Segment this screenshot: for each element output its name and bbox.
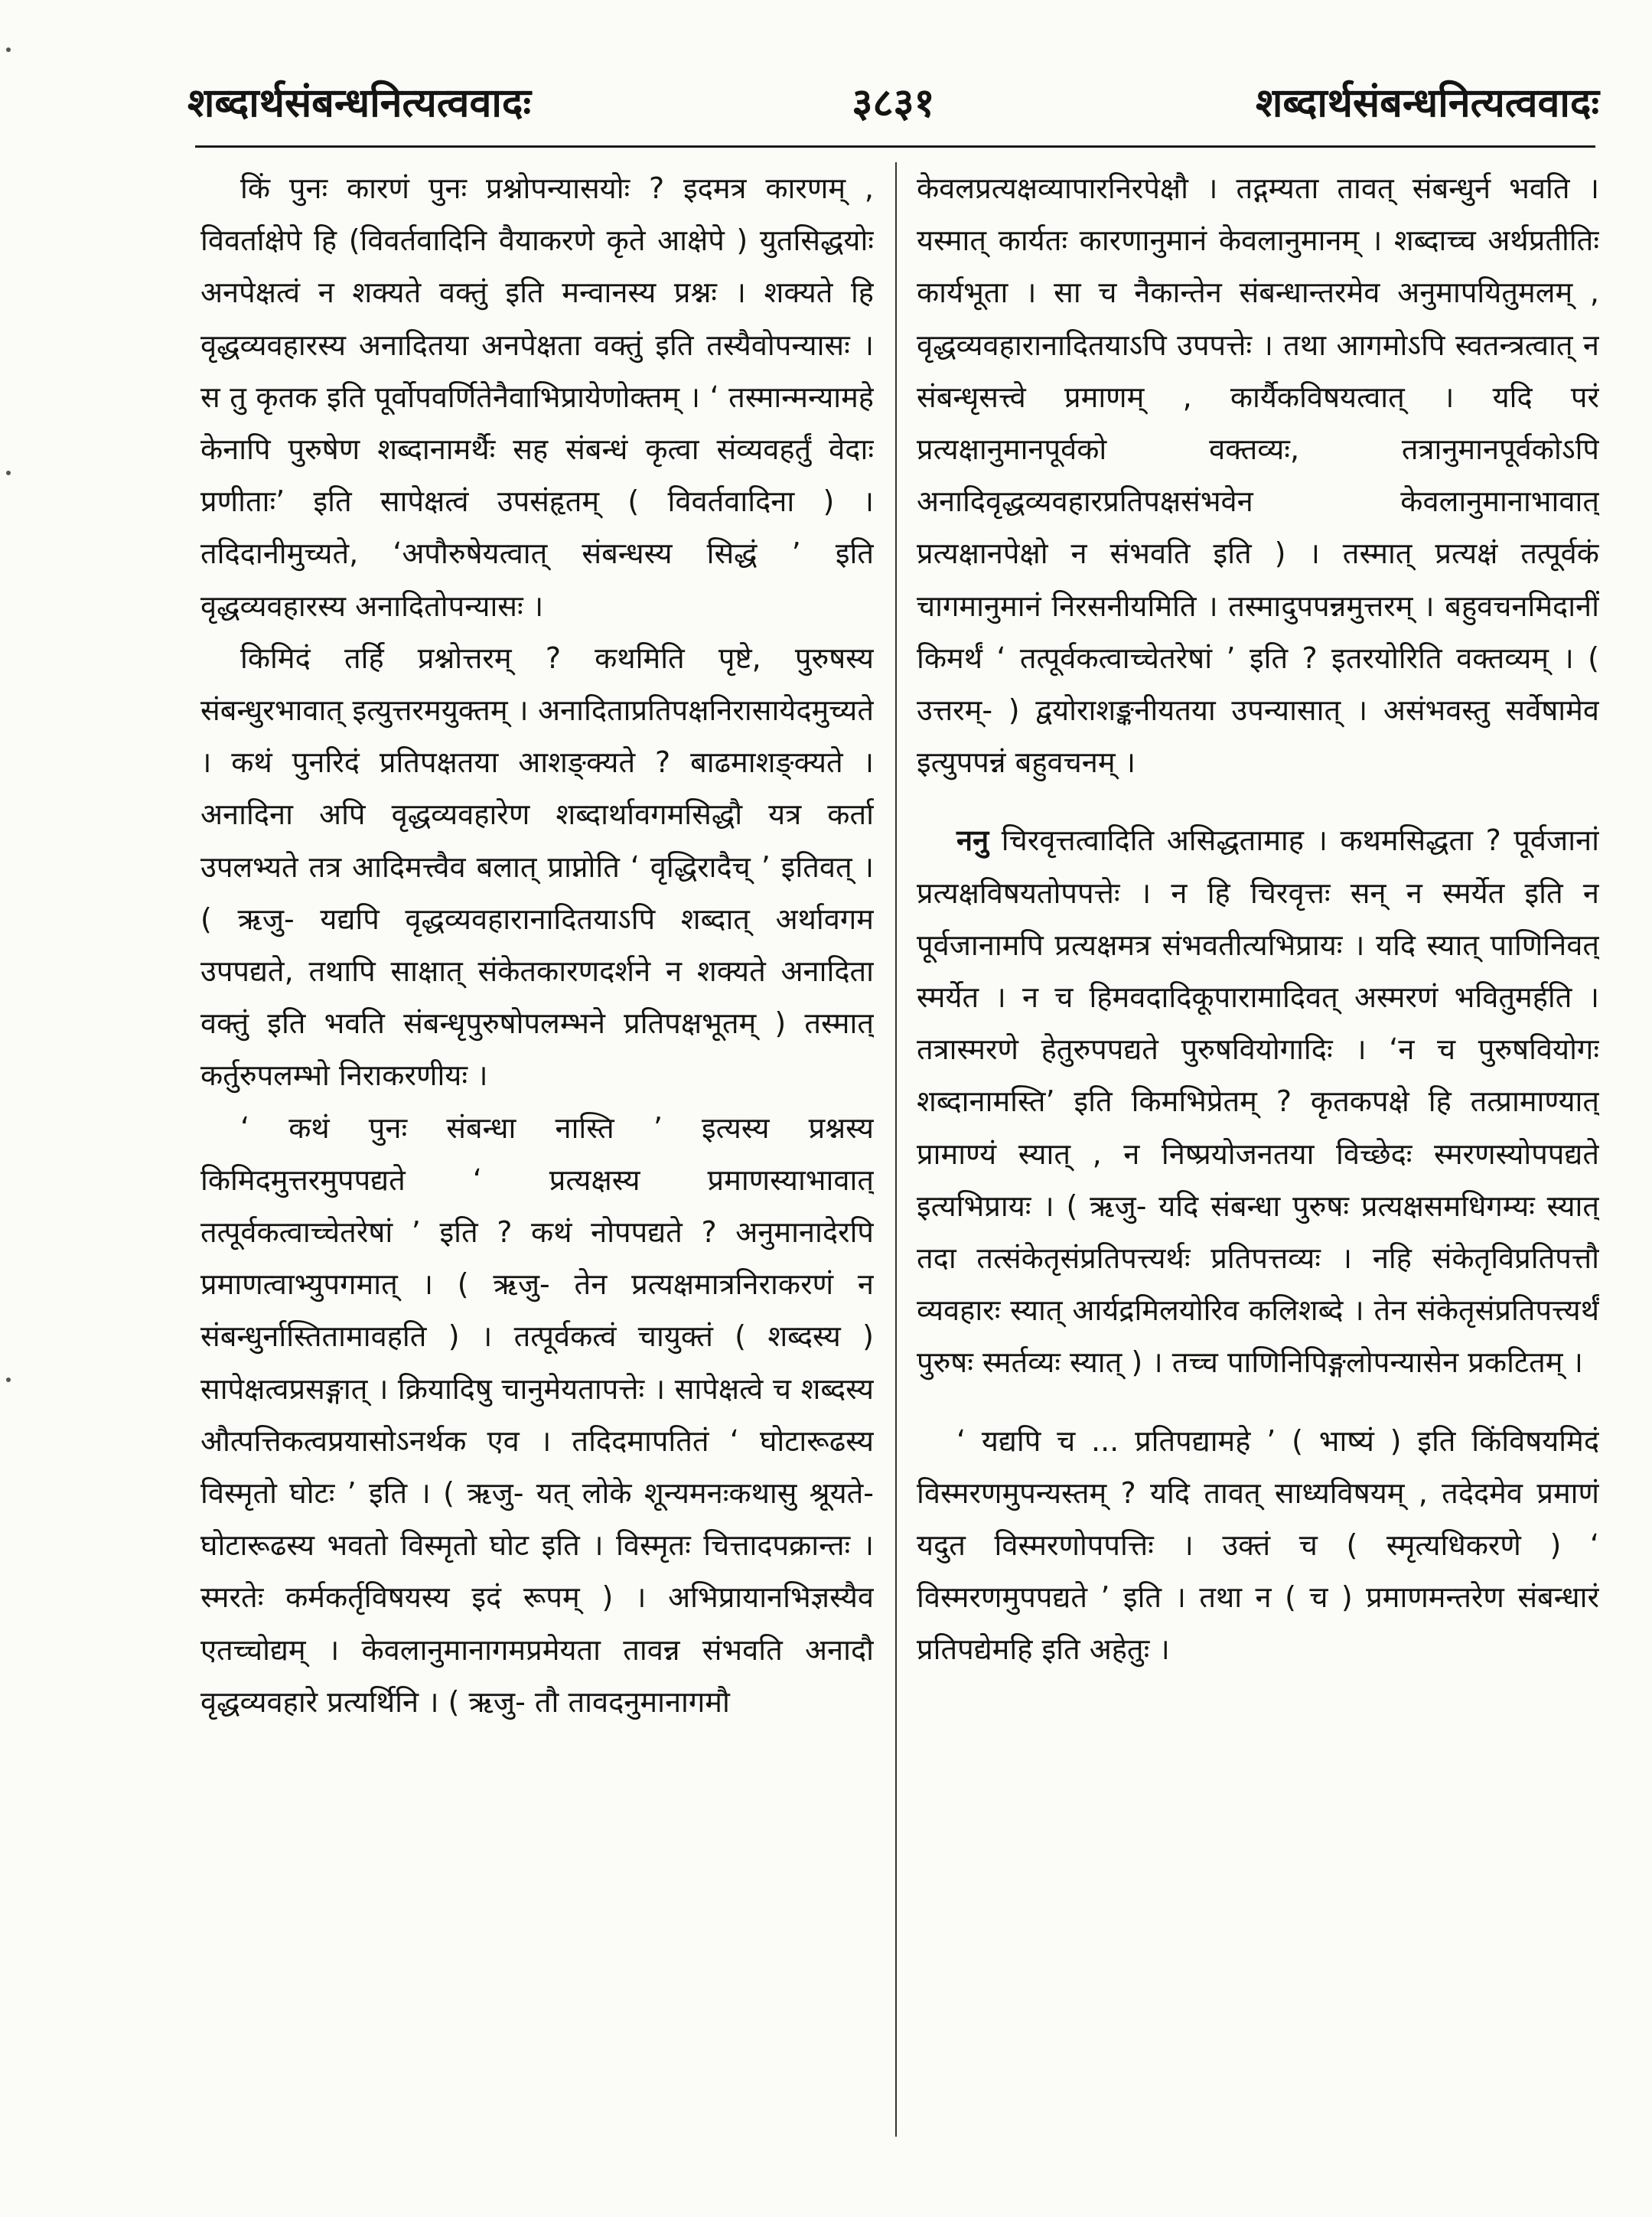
right-paragraph-3: ‘ यद्यपि च ... प्रतिपद्यामहे ’ ( भाष्यं ) इति किंविषयमिदं विस्मरणमुपन्यस्तम् ? यदि तावत् साध्यविषयम् , तदेदमेव प्रमाणं यदुत विस्मरणोपपत्तिः । उक्तं च ( स्मृत्यधिकरणे ) ‘ विस्मरणमुपपद्यते ’ इति । तथा न ( च ) प्रमाणमन्तरेण संबन्धारं प्रतिपद्येमहि इति अहेतुः ।	[917, 1423, 1599, 1667]
header-rule	[195, 145, 1595, 148]
left-paragraph-1: किं पुनः कारणं पुनः प्रश्नोपन्यासयोः ? इदमत्र कारणम् , विवर्ताक्षेपे हि (विवर्तवादिनि वैयाकरणे कृते आक्षेपे ) युतसिद्धयोः अनपेक्षत्वं न शक्यते वक्तुं इति मन्वानस्य प्रश्नः । शक्यते हि वृद्धव्यवहारस्य अनादितया अनपेक्षता वक्तुं इति तस्यैवोपन्यासः । स तु कृतक इति पूर्वोपवर्णितेनैवाभिप्रायेणोक्तम् । ‘ तस्मान्मन्यामहे केनापि पुरुषेण शब्दानामर्थैः सह संबन्धं कृत्वा संव्यवहर्तुं वेदाः प्रणीताः’ इति सापेक्षत्वं उपसंहृतम् ( विवर्तवादिना ) । तदिदानीमुच्यते, ‘अपौरुषेयत्वात् संबन्धस्य सिद्धं ’ इति वृद्धव्यवहारस्य अनादितोपन्यासः ।	[200, 171, 874, 623]
left-paragraph-2: किमिदं तर्हि प्रश्नोत्तरम् ? कथमिति पृष्टे, पुरुषस्य संबन्धुरभावात् इत्युत्तरमयुक्तम् । अनादिताप्रतिपक्षनिरासायेदमुच्यते । कथं पुनरिदं प्रतिपक्षतया आशङ्क्यते ? बाढमाशङ्क्यते । अनादिना अपि वृद्धव्यवहारेण शब्दार्थावगमसिद्धौ यत्र कर्ता उपलभ्यते तत्र आदिमत्त्वैव बलात् प्राप्नोति ‘ वृद्धिरादैच् ’ इतिवत् । ( ऋजु- यद्यपि वृद्धव्यवहारानादितयाऽपि शब्दात् अर्थावगम उपपद्यते, तथापि साक्षात् संकेतकारणदर्शने न शक्यते अनादिता वक्तुं इति भवति संबन्धृपुरुषोपलम्भने प्रतिपक्षभूतम् ) तस्मात् कर्तुरुपलम्भो निराकरणीयः ।	[200, 641, 874, 1093]
scan-speck-2	[6, 471, 11, 475]
right-column	[917, 162, 1599, 2137]
header-left-title: शब्दार्थसंबन्धनित्यत्ववादः	[187, 80, 531, 126]
right-paragraph-2: ननु चिरवृत्तत्वादिति असिद्धतामाह । कथमसिद्धता ? पूर्वजानां प्रत्यक्षविषयतोपपत्तेः । न हि चिरवृत्तः सन् न स्मर्येत इति न पूर्वजानामपि प्रत्यक्षमत्र संभवतीत्यभिप्रायः । यदि स्यात् पाणिनिवत् स्मर्येत । न च हिमवदादिकूपारामादिवत् अस्मरणं भवितुमर्हति । तत्रास्मरणे हेतुरुपपद्यते पुरुषवियोगादिः । ‘न च पुरुषवियोगः शब्दानामस्ति’ इति किमभिप्रेतम् ? कृतकपक्षे हि तत्प्रामाण्यात् प्रामाण्यं स्यात् , न निष्प्रयोजनतया विच्छेदः स्मरणस्योपपद्यते इत्यभिप्रायः । ( ऋजु- यदि संबन्धा पुरुषः प्रत्यक्षसमधिगम्यः स्यात् तदा तत्संकेतृसंप्रतिपत्त्यर्थः प्रतिपत्तव्यः । नहि संकेतृविप्रतिपत्तौ व्यवहारः स्यात् आर्यद्रमिलयोरिव कलिशब्दे । तेन संकेतृसंप्रतिपत्त्यर्थं पुरुषः स्मर्तव्यः स्यात् ) । तच्च पाणिनिपिङ्गलोपन्यासेन प्रकटितम् ।	[917, 823, 1599, 1380]
scan-speck-3	[6, 1377, 11, 1382]
right-paragraph-1: केवलप्रत्यक्षव्यापारनिरपेक्षौ । तद्गम्यता तावत् संबन्धुर्न भवति । यस्मात् कार्यतः कारणानुमानं केवलानुमानम् । शब्दाच्च अर्थप्रतीतिः कार्यभूता । सा च नैकान्तेन संबन्धान्तरमेव अनुमापयितुमलम् , वृद्धव्यवहारानादितयाऽपि उपपत्तेः । तथा आगमोऽपि स्वतन्त्रत्वात् न संबन्धृसत्त्वे प्रमाणम् , कार्यैकविषयत्वात् । यदि परं प्रत्यक्षानुमानपूर्वको वक्तव्यः, तत्रानुमानपूर्वकोऽपि अनादिवृद्धव्यवहारप्रतिपक्षसंभवेन केवलानुमानाभावात् प्रत्यक्षानपेक्षो न संभवति इति ) । तस्मात् प्रत्यक्षं तत्पूर्वकं चागमानुमानं निरसनीयमिति । तस्मादुपपन्नमुत्तरम् । बहुवचनमिदानीं किमर्थं ‘ तत्पूर्वकत्वाच्चेतरेषां ’ इति ? इतरयोरिति वक्तव्यम् । ( उत्तरम्- ) द्वयोराशङ्कनीयतया उपन्यासात् । असंभवस्तु सर्वेषामेव इत्युपपन्नं बहुवचनम् ।	[917, 171, 1599, 780]
header-right-title: शब्दार्थसंबन्धनित्यत्ववादः	[1256, 80, 1599, 126]
page-number: ३८३१	[852, 80, 935, 126]
left-column	[200, 162, 874, 2137]
scan-speck-1	[6, 47, 11, 52]
running-header	[187, 73, 1599, 134]
column-divider	[895, 162, 897, 2137]
left-paragraph-3: ‘ कथं पुनः संबन्धा नास्ति ’ इत्यस्य प्रश्नस्य किमिदमुत्तरमुपपद्यते ‘ प्रत्यक्षस्य प्रमाणस्याभावात् तत्पूर्वकत्वाच्चेतरेषां ’ इति ? कथं नोपपद्यते ? अनुमानादेरपि प्रमाणत्वाभ्युपगमात् । ( ऋजु- तेन प्रत्यक्षमात्रनिराकरणं न संबन्धुर्नास्तितामावहति ) । तत्पूर्वकत्वं चायुक्तं ( शब्दस्य ) सापेक्षत्वप्रसङ्गात् । क्रियादिषु चानुमेयतापत्तेः । सापेक्षत्वे च शब्दस्य औत्पत्तिकत्वप्रयासोऽनर्थक एव । तदिदमापतितं ‘ घोटारूढस्य विस्मृतो घोटः ’ इति । ( ऋजु- यत् लोके शून्यमनःकथासु श्रूयते- घोटारूढस्य भवतो विस्मृतो घोट इति । विस्मृतः चित्तादपक्रान्तः । स्मरतेः कर्मकर्तृविषयस्य इदं रूपम् ) । अभिप्रायानभिज्ञस्यैव एतच्चोद्यम् । केवलानुमानागमप्रमेयता तावन्न संभवति अनादौ वृद्धव्यवहारे प्रत्यर्थिनि । ( ऋजु- तौ तावदनुमानागमौ	[200, 1110, 874, 1719]
paragraph-lead-word: ननु	[956, 823, 989, 858]
